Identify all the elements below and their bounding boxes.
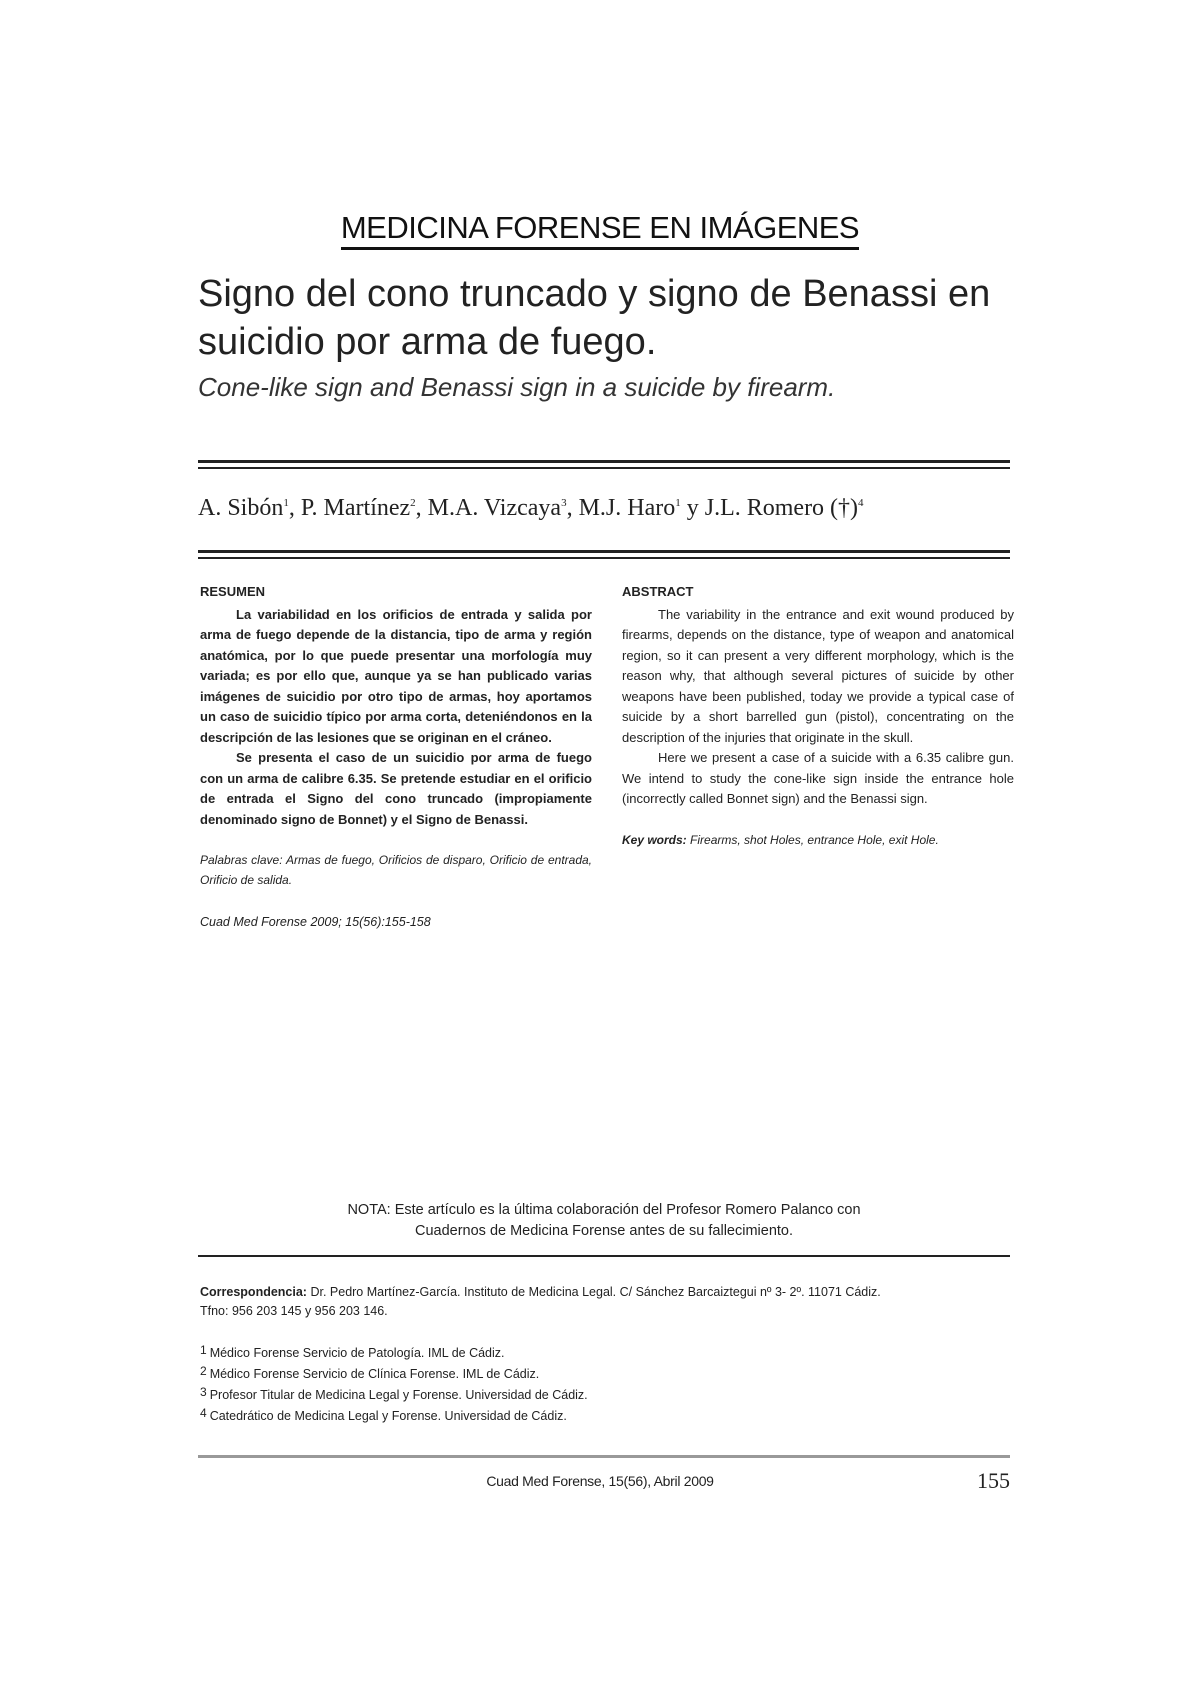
affiliation-marker: 4	[858, 497, 864, 509]
note-line-1: NOTA: Este artículo es la última colaboración del Profesor Romero Palanco con	[347, 1202, 861, 1218]
correspondence-block	[200, 1283, 1010, 1321]
author: A. Sibón$^1$,	[198, 495, 301, 521]
correspondence-phone: Tfno: 956 203 145 y 956 203 146.	[200, 1304, 388, 1318]
affiliation-marker: 2	[410, 497, 416, 509]
affiliation-marker: 3	[561, 497, 567, 509]
abstract-column	[622, 582, 1014, 850]
affiliation-note: $^3$ Profesor Titular de Medicina Legal y Forense. Universidad de Cádiz.	[200, 1385, 588, 1402]
keywords-text: Firearms, shot Holes, entrance Hole, exit Hole.	[690, 832, 939, 847]
note-rule	[198, 1255, 1010, 1257]
resumen-heading: RESUMEN	[200, 584, 266, 599]
author: P. Martínez$^2$,	[300, 495, 428, 521]
affiliation-marker: 1	[283, 497, 289, 509]
note-line-2: Cuadernos de Medicina Forense antes de su fallecimiento.	[414, 1223, 794, 1239]
resumen-paragraph-2: Se presenta el caso de un suicidio por arma de fuego con un arma de calibre 6.35. Se pretende estudiar en el orificio de entrada el Signo del cono truncado (impropiamente denominado signo de Bonnet) y el Signo de Benassi.	[200, 750, 592, 827]
author: M.J. Haro$^1$ y	[578, 495, 705, 521]
footer-journal-reference: Cuad Med Forense, 15(56), Abril 2009	[486, 1473, 714, 1489]
section-title-text: MEDICINA FORENSE EN IMÁGENES	[341, 210, 859, 250]
note-block	[198, 1200, 1010, 1242]
footer-rule	[198, 1455, 1010, 1458]
top-double-rule	[198, 460, 1010, 469]
abstract-paragraph-1: The variability in the entrance and exit wound produced by firearms, depends on the distance, type of weapon and anatomical region, so it can present a very different morphology, which is the reason why, that although several pictures of suicide by other weapons have been published, today we provide a typical case of suicide by a short barrelled gun (pistol), concentrating on the description of the injuries that originate in the skull.	[622, 606, 1014, 745]
keywords-text: Armas de fuego, Orificios de disparo, Orificio de entrada, Orificio de salida.	[200, 853, 593, 887]
abstract-paragraph-2: Here we present a case of a suicide with a 6.35 calibre gun. We intend to study the cone-like sign inside the entrance hole (incorrectly called Bonnet sign) and the Benassi sign.	[622, 750, 1014, 806]
affiliation-note: $^2$ Médico Forense Servicio de Clínica Forense. IML de Cádiz.	[200, 1364, 540, 1381]
correspondence-label: Correspondencia:	[200, 1285, 307, 1299]
correspondence-address: Dr. Pedro Martínez-García. Instituto de Medicina Legal. C/ Sánchez Barcaiztegui nº 3- 2º. 11071 Cádiz.	[310, 1285, 881, 1299]
author: M.A. Vizcaya$^3$,	[427, 495, 579, 521]
resumen-keywords	[200, 850, 592, 890]
author-list	[198, 495, 1018, 522]
authors-double-rule	[198, 550, 1010, 559]
resumen-column	[200, 582, 592, 933]
abstract-keywords	[622, 830, 1014, 850]
affiliation-note: $^1$ Médico Forense Servicio de Patología. IML de Cádiz.	[200, 1343, 505, 1360]
citation: Cuad Med Forense 2009; 15(56):155-158	[200, 915, 431, 929]
author: J.L. Romero (†)$^4$	[704, 495, 864, 521]
article-title-spanish: Signo del cono truncado y signo de Benassi en suicidio por arma de fuego.	[198, 273, 991, 363]
keywords-label: Palabras clave:	[200, 853, 283, 867]
affiliation-notes	[200, 1340, 1010, 1424]
article-title-english: Cone-like sign and Benassi sign in a suicide by firearm.	[198, 372, 836, 402]
affiliation-marker: 1	[675, 497, 681, 509]
section-title	[0, 210, 1200, 246]
keywords-label: Key words:	[622, 832, 687, 847]
abstract-heading: ABSTRACT	[622, 584, 694, 599]
resumen-paragraph-1: La variabilidad en los orificios de entrada y salida por arma de fuego depende de la distancia, tipo de arma y región anatómica, por lo que puede presentar una morfología muy variada; es por ello que, aunque ya se han publicado varias imágenes de suicidio por otro tipo de armas, hoy aportamos un caso de suicidio típico por arma corta, deteniéndonos en la descripción de las lesiones que se originan en el cráneo.	[200, 606, 592, 745]
page-number: 155	[977, 1468, 1010, 1493]
affiliation-note: $^4$ Catedrático de Medicina Legal y Forense. Universidad de Cádiz.	[200, 1406, 567, 1423]
